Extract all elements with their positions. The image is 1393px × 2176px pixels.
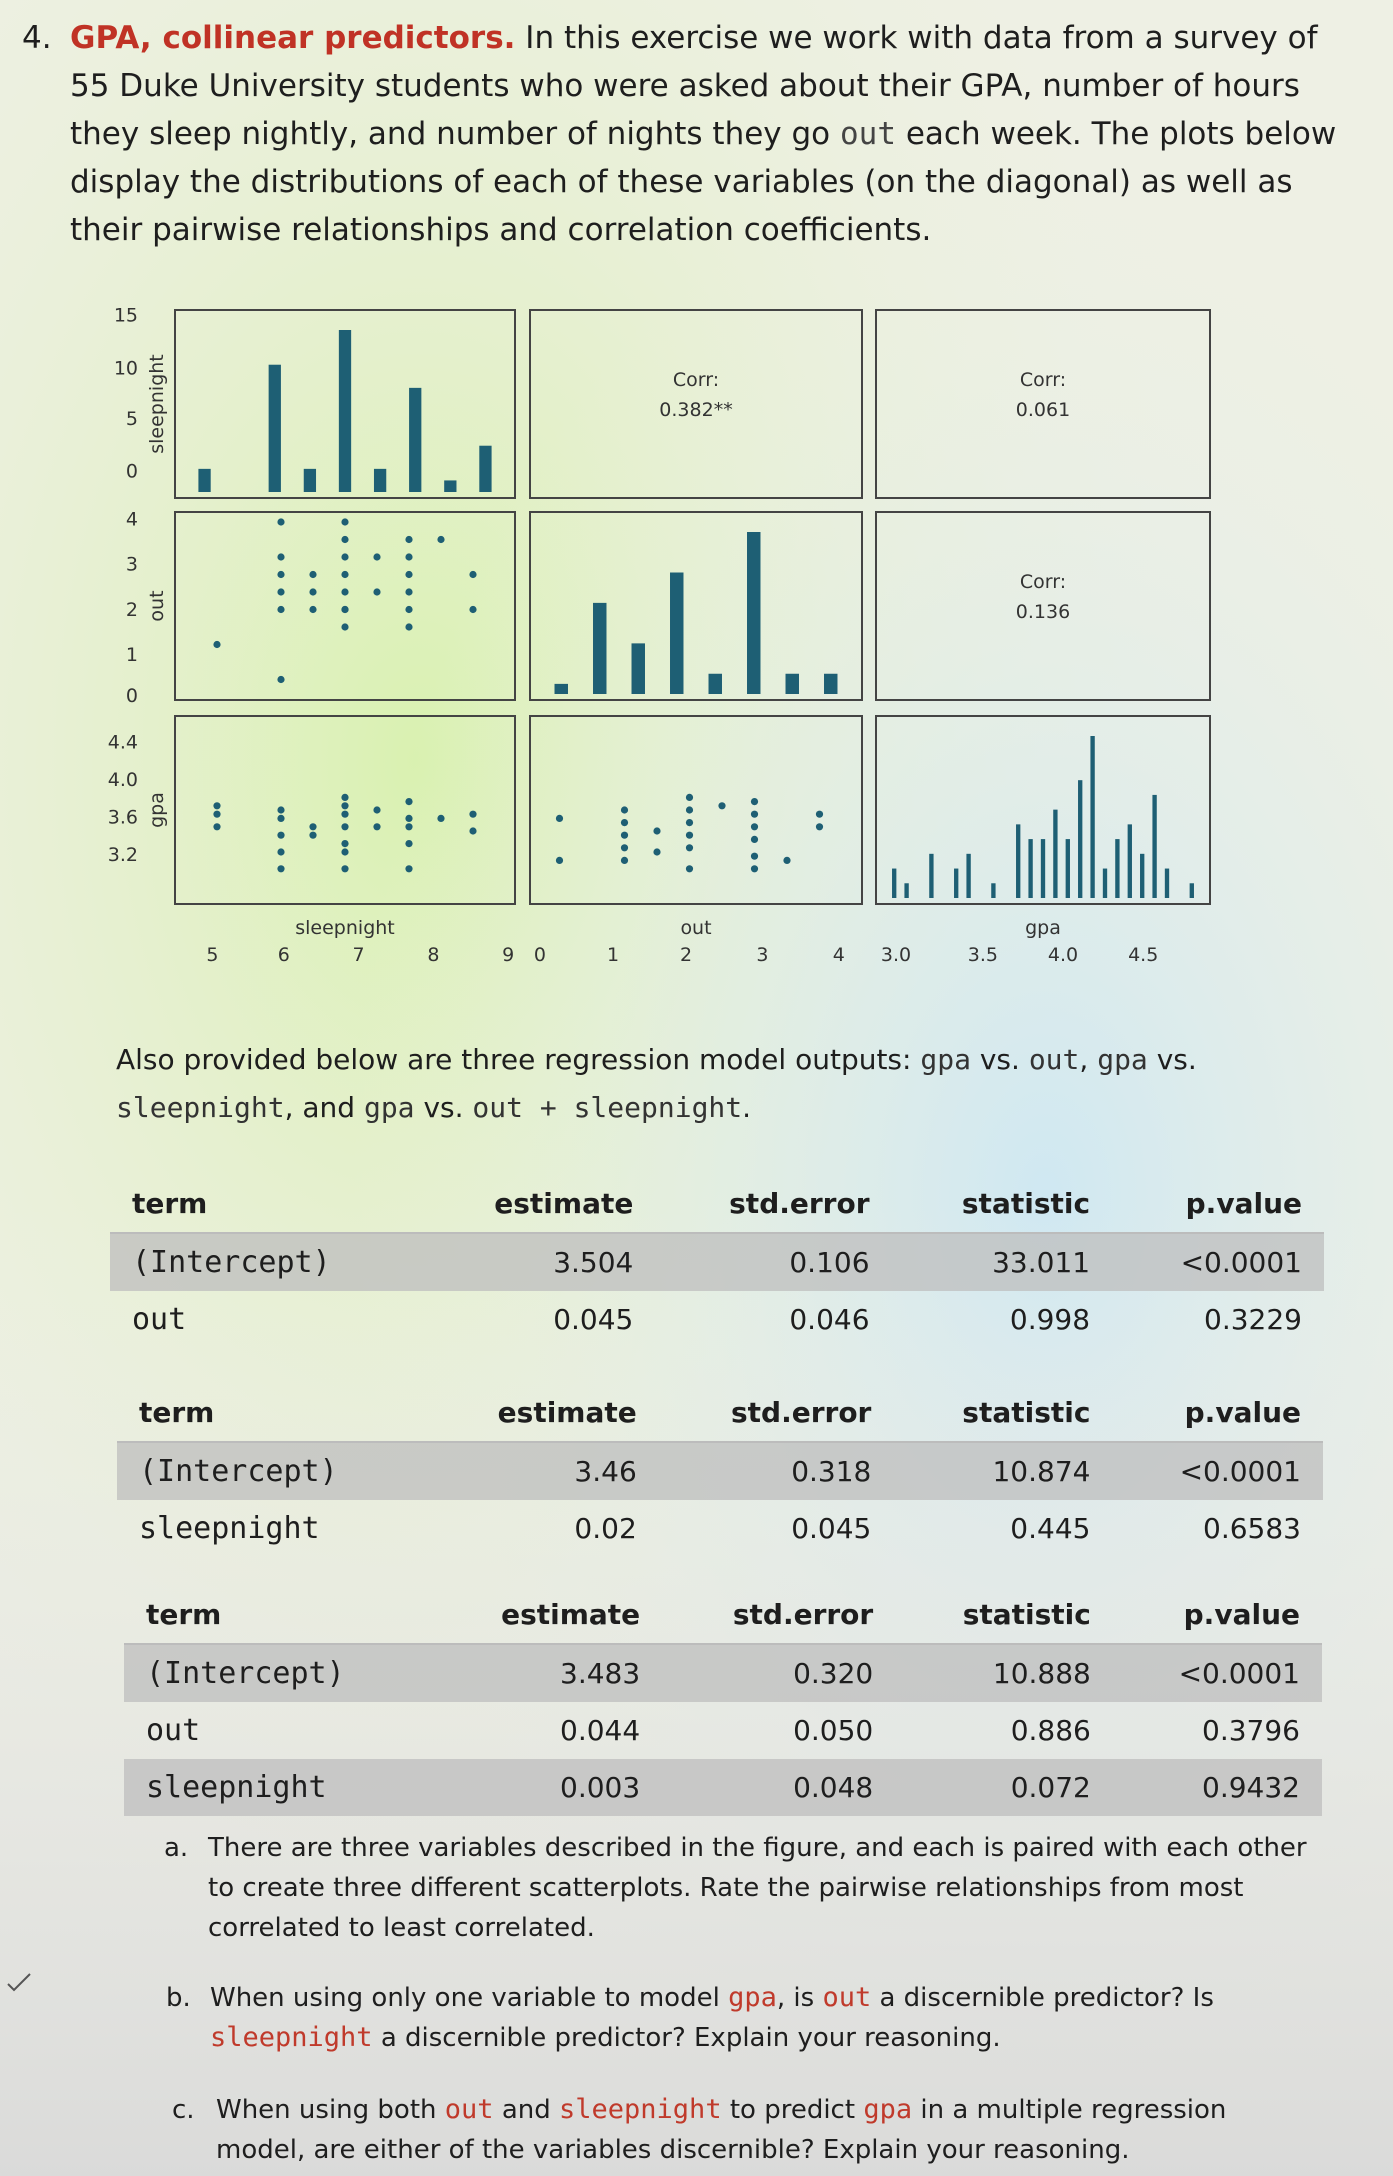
end-period: .	[742, 1091, 752, 1124]
question-b	[166, 1978, 1316, 2058]
scatter-point-gpa-vs-out	[653, 848, 660, 855]
question-c-code-gpa: gpa	[863, 2094, 913, 2125]
scatter-point-out-vs-sleepnight	[341, 623, 348, 630]
histogram-bar-out	[593, 603, 606, 694]
regression-intro-text: Also provided below are three regression model outputs:	[116, 1043, 912, 1076]
x-tick-gpa: 4.5	[1128, 944, 1159, 966]
x-tick-out: 4	[832, 944, 845, 966]
histogram-bar-sleepnight	[339, 330, 351, 492]
scatter-point-out-vs-sleepnight	[277, 518, 284, 525]
corr-label: Corr:	[1019, 369, 1067, 391]
col-label-sleepnight: sleepnight	[295, 917, 395, 939]
scatter-point-gpa-vs-sleepnight	[341, 865, 348, 872]
problem-title: GPA, collinear predictors.	[70, 20, 516, 56]
scatter-point-out-vs-sleepnight	[277, 553, 284, 560]
scatter-point-gpa-vs-sleepnight	[373, 806, 380, 813]
scatter-point-out-vs-sleepnight	[309, 571, 316, 578]
histogram-bar-sleepnight	[198, 469, 210, 492]
cell-term: (Intercept)	[124, 1644, 431, 1702]
histogram-bar-gpa	[1090, 736, 1094, 898]
question-a-text: There are three variables described in the figure, and each is paired with each other to create three different scatterplots. Rate the pairwise relationships from most correlated to least correlated.	[208, 1833, 1307, 1943]
cell-statistic: 0.445	[1010, 1512, 1091, 1545]
scatter-point-gpa-vs-sleepnight	[405, 840, 412, 847]
table-header-row	[110, 1174, 1324, 1233]
problem-text-2: each week. The plots below display the distributions of each of these variables (on the diagonal) as well as their pairwise relationships and correlation coefficients.	[70, 116, 1337, 248]
question-c-text-1: When using both	[216, 2095, 437, 2125]
cell-p-value: 0.3229	[1204, 1303, 1302, 1336]
cell-estimate: 0.045	[553, 1303, 634, 1336]
histogram-bar-gpa	[1152, 795, 1156, 898]
histogram-bar-out	[824, 674, 837, 694]
histogram-bar-gpa	[1103, 869, 1107, 898]
scatter-point-gpa-vs-out	[686, 819, 693, 826]
col-std-error: std.error	[729, 1186, 870, 1220]
cell-std-error: 0.106	[655, 1233, 891, 1291]
x-tick-sleepnight: 8	[427, 944, 440, 966]
vs-3: vs.	[423, 1091, 464, 1124]
scatter-point-gpa-vs-sleepnight	[341, 848, 348, 855]
histogram-bar-gpa	[929, 854, 933, 898]
scatter-point-gpa-vs-sleepnight	[469, 827, 476, 834]
scatter-point-gpa-vs-sleepnight	[277, 815, 284, 822]
problem-statement	[22, 14, 1362, 254]
cell-statistic: 0.886	[1010, 1714, 1091, 1747]
scatter-point-out-vs-sleepnight	[277, 588, 284, 595]
scatter-point-gpa-vs-sleepnight	[341, 811, 348, 818]
scatter-point-out-vs-sleepnight	[373, 588, 380, 595]
cell-std-error: 0.045	[791, 1512, 872, 1545]
cell-p-value: 0.9432	[1113, 1759, 1322, 1816]
regression-table-out	[110, 1174, 1324, 1348]
regression-intro	[116, 1036, 1296, 1132]
question-c-label: c.	[172, 2095, 195, 2125]
scatter-point-gpa-vs-sleepnight	[277, 832, 284, 839]
scatter-point-out-vs-sleepnight	[405, 553, 412, 560]
question-b-code-out: out	[822, 1982, 872, 2013]
scatter-point-gpa-vs-out	[556, 857, 563, 864]
cell-p-value: <0.0001	[1113, 1644, 1322, 1702]
cell-term: (Intercept)	[110, 1233, 421, 1291]
scatter-point-gpa-vs-out	[556, 815, 563, 822]
histogram-bar-out	[632, 643, 645, 694]
x-tick-sleepnight: 5	[206, 944, 219, 966]
question-c-text-4: in a multiple regression model, are either of the variables discernible? Explain your reasoning.	[216, 2095, 1227, 2165]
col-estimate: estimate	[494, 1186, 634, 1220]
y-tick-out: 2	[125, 598, 138, 621]
x-tick-gpa: 4.0	[1047, 944, 1079, 966]
scatter-point-gpa-vs-out	[621, 832, 628, 839]
scatter-point-gpa-vs-out	[751, 798, 758, 805]
histogram-bar-gpa	[1190, 883, 1194, 898]
cell-statistic: 33.011	[892, 1233, 1113, 1291]
scatter-point-gpa-vs-out	[751, 865, 758, 872]
scatter-point-out-vs-sleepnight	[341, 553, 348, 560]
cell-term: out	[146, 1713, 201, 1748]
scatter-point-gpa-vs-sleepnight	[405, 865, 412, 872]
col-term: term	[132, 1186, 208, 1220]
scatter-point-out-vs-sleepnight	[469, 606, 476, 613]
cell-statistic: 10.874	[893, 1442, 1112, 1500]
col-std-error: std.error	[732, 1597, 874, 1631]
question-b-text-1: When using only one variable to model	[210, 1983, 720, 2013]
scatter-point-gpa-vs-out	[686, 832, 693, 839]
y-tick-gpa: 4.4	[107, 731, 138, 754]
table-row	[124, 1644, 1322, 1702]
scatter-point-gpa-vs-out	[783, 857, 790, 864]
scatter-point-out-vs-sleepnight	[213, 641, 220, 648]
row-label-gpa: gpa	[146, 792, 168, 828]
cell-statistic: 0.072	[895, 1759, 1113, 1816]
row-label-out: out	[146, 590, 168, 622]
panel-frame-2-1	[530, 716, 862, 904]
x-tick-sleepnight: 6	[277, 944, 290, 966]
histogram-bar-gpa	[1115, 839, 1119, 898]
scatter-point-out-vs-sleepnight	[405, 536, 412, 543]
y-tick-sleepnight: 5	[125, 408, 138, 431]
histogram-bar-gpa	[1016, 824, 1020, 898]
scatter-point-out-vs-sleepnight	[341, 588, 348, 595]
histogram-bar-gpa	[1053, 810, 1057, 898]
cell-std-error: 0.046	[789, 1303, 870, 1336]
x-tick-sleepnight: 9	[502, 944, 515, 966]
cell-estimate: 0.044	[560, 1714, 641, 1747]
scatter-point-gpa-vs-out	[816, 811, 823, 818]
scatter-point-gpa-vs-sleepnight	[277, 848, 284, 855]
col-statistic: statistic	[962, 1597, 1091, 1631]
panel-frame-1-1	[530, 512, 862, 700]
cell-std-error: 0.048	[662, 1759, 895, 1816]
scatter-point-gpa-vs-sleepnight	[437, 815, 444, 822]
question-c-code-sleepnight: sleepnight	[559, 2094, 722, 2125]
cell-p-value: 0.3796	[1202, 1714, 1300, 1747]
col-std-error: std.error	[730, 1395, 872, 1429]
table-header-row	[124, 1585, 1322, 1644]
y-tick-sleepnight: 0	[125, 460, 138, 483]
histogram-bar-out	[786, 674, 799, 694]
pairs-plot	[0, 290, 1393, 980]
histogram-bar-gpa	[892, 869, 896, 898]
y-tick-out: 3	[125, 553, 138, 576]
col-p-value: p.value	[1183, 1597, 1300, 1631]
x-tick-gpa: 3.0	[880, 944, 912, 966]
histogram-bar-sleepnight	[304, 469, 316, 492]
scatter-point-gpa-vs-sleepnight	[405, 815, 412, 822]
cell-estimate: 0.02	[574, 1512, 637, 1545]
vs-2: vs.	[1156, 1043, 1197, 1076]
scatter-point-gpa-vs-sleepnight	[213, 802, 220, 809]
y-tick-gpa: 4.0	[107, 768, 138, 791]
vs-1: vs.	[979, 1043, 1020, 1076]
table-row	[117, 1500, 1323, 1557]
sep-2: , and	[284, 1091, 356, 1124]
cell-statistic: 10.888	[895, 1644, 1113, 1702]
code-gpa-3: gpa	[363, 1091, 415, 1124]
histogram-bar-gpa	[904, 883, 908, 898]
corr-label: Corr:	[672, 369, 720, 391]
cell-term: sleepnight	[124, 1759, 431, 1816]
scatter-point-gpa-vs-sleepnight	[341, 840, 348, 847]
x-tick-sleepnight: 7	[352, 944, 365, 966]
table-row	[110, 1291, 1324, 1348]
scatter-point-out-vs-sleepnight	[309, 588, 316, 595]
histogram-bar-gpa	[1028, 839, 1032, 898]
histogram-bar-out	[747, 532, 760, 694]
scatter-point-out-vs-sleepnight	[277, 676, 284, 683]
scatter-point-gpa-vs-out	[686, 865, 693, 872]
question-b-code-gpa: gpa	[728, 1982, 777, 2013]
table-row	[124, 1759, 1322, 1816]
scatter-point-gpa-vs-sleepnight	[341, 802, 348, 809]
histogram-bar-out	[555, 684, 568, 694]
histogram-bar-gpa	[1066, 839, 1070, 898]
col-estimate: estimate	[501, 1597, 641, 1631]
scatter-point-gpa-vs-sleepnight	[469, 811, 476, 818]
question-c-text-3: to predict	[729, 2095, 856, 2125]
question-b-text-3: a discernible predictor? Is	[879, 1983, 1214, 2013]
row-label-sleepnight: sleepnight	[146, 354, 168, 454]
cell-std-error: 0.320	[662, 1644, 895, 1702]
scatter-point-gpa-vs-out	[718, 802, 725, 809]
code-out-1: out	[1028, 1043, 1080, 1076]
cell-estimate: 3.46	[426, 1442, 659, 1500]
scatter-point-gpa-vs-sleepnight	[405, 798, 412, 805]
cell-term: out	[132, 1302, 187, 1337]
histogram-bar-gpa	[991, 883, 995, 898]
scatter-point-gpa-vs-out	[621, 819, 628, 826]
scatter-point-gpa-vs-sleepnight	[341, 823, 348, 830]
col-term: term	[139, 1395, 215, 1429]
scatter-point-out-vs-sleepnight	[405, 606, 412, 613]
code-gpa-1: gpa	[920, 1043, 971, 1076]
regression-table-out-sleepnight	[124, 1585, 1322, 1816]
question-b-label: b.	[166, 1983, 191, 2013]
scatter-point-gpa-vs-out	[816, 823, 823, 830]
question-c-text-2: and	[501, 2095, 551, 2125]
col-label-gpa: gpa	[1025, 917, 1061, 939]
scatter-point-out-vs-sleepnight	[309, 606, 316, 613]
y-tick-gpa: 3.2	[107, 844, 138, 867]
cell-estimate: 0.003	[431, 1759, 662, 1816]
scatter-point-out-vs-sleepnight	[437, 536, 444, 543]
scatter-point-gpa-vs-sleepnight	[277, 806, 284, 813]
scatter-point-out-vs-sleepnight	[405, 588, 412, 595]
scatter-point-gpa-vs-sleepnight	[309, 823, 316, 830]
scatter-point-gpa-vs-out	[751, 836, 758, 843]
histogram-bar-gpa	[1041, 839, 1045, 898]
code-gpa-2: gpa	[1097, 1043, 1148, 1076]
cell-p-value: 0.6583	[1203, 1512, 1301, 1545]
histogram-bar-out	[670, 573, 683, 695]
y-tick-out: 4	[125, 508, 138, 531]
histogram-bar-out	[709, 674, 722, 694]
histogram-bar-sleepnight	[444, 480, 456, 492]
scatter-point-gpa-vs-sleepnight	[213, 823, 220, 830]
y-tick-sleepnight: 10	[113, 357, 138, 380]
histogram-bar-gpa	[954, 869, 958, 898]
col-statistic: statistic	[962, 1395, 1091, 1429]
cell-term: (Intercept)	[117, 1442, 426, 1500]
cell-p-value: <0.0001	[1112, 1442, 1323, 1500]
scatter-point-out-vs-sleepnight	[341, 536, 348, 543]
histogram-bar-sleepnight	[409, 388, 421, 492]
cell-std-error: 0.318	[659, 1442, 894, 1500]
scatter-point-gpa-vs-out	[621, 806, 628, 813]
question-b-text-4: a discernible predictor? Explain your reasoning.	[380, 2023, 1001, 2053]
scatter-point-gpa-vs-sleepnight	[277, 865, 284, 872]
col-term: term	[146, 1597, 222, 1631]
question-b-text-2: , is	[776, 1983, 815, 2013]
problem-number: 4.	[22, 20, 52, 56]
col-p-value: p.value	[1185, 1186, 1302, 1220]
scatter-point-gpa-vs-sleepnight	[309, 832, 316, 839]
scatter-point-gpa-vs-sleepnight	[373, 823, 380, 830]
cell-statistic: 0.998	[1009, 1303, 1091, 1336]
scatter-point-out-vs-sleepnight	[277, 571, 284, 578]
col-statistic: statistic	[961, 1186, 1091, 1220]
scatter-point-out-vs-sleepnight	[341, 606, 348, 613]
corr-label: Corr:	[1019, 571, 1067, 593]
cell-term: sleepnight	[139, 1511, 320, 1546]
corr-value-out-gpa: 0.136	[1015, 601, 1071, 623]
panel-frame-2-0	[175, 716, 515, 904]
question-c-code-out: out	[444, 2094, 494, 2125]
scatter-point-gpa-vs-sleepnight	[405, 823, 412, 830]
x-tick-out: 0	[533, 944, 547, 966]
corr-value-sleepnight-gpa: 0.061	[1015, 399, 1071, 421]
scatter-point-out-vs-sleepnight	[469, 571, 476, 578]
scatter-point-out-vs-sleepnight	[405, 623, 412, 630]
code-sleepnight-1: sleepnight	[116, 1091, 285, 1124]
histogram-bar-gpa	[1078, 780, 1082, 898]
scatter-point-gpa-vs-out	[751, 823, 758, 830]
scatter-point-out-vs-sleepnight	[373, 553, 380, 560]
histogram-bar-gpa	[966, 854, 970, 898]
scatter-point-gpa-vs-out	[653, 827, 660, 834]
scatter-point-out-vs-sleepnight	[405, 571, 412, 578]
checkmark-icon	[4, 1968, 34, 1998]
question-a-label: a.	[164, 1833, 189, 1863]
scatter-point-gpa-vs-out	[686, 794, 693, 801]
scatter-point-gpa-vs-out	[751, 811, 758, 818]
regression-table-sleepnight	[117, 1383, 1323, 1557]
scatter-point-gpa-vs-out	[686, 806, 693, 813]
scatter-point-gpa-vs-sleepnight	[341, 794, 348, 801]
x-tick-out: 3	[756, 944, 769, 966]
scatter-point-out-vs-sleepnight	[341, 518, 348, 525]
cell-estimate: 3.483	[431, 1644, 662, 1702]
table-header-row	[117, 1383, 1323, 1442]
y-tick-sleepnight: 15	[113, 304, 138, 327]
x-tick-out: 1	[606, 944, 620, 966]
col-label-out: out	[680, 917, 712, 939]
histogram-bar-gpa	[1128, 824, 1132, 898]
histogram-bar-gpa	[1140, 854, 1144, 898]
scatter-point-gpa-vs-out	[621, 857, 628, 864]
y-tick-out: 0	[125, 685, 138, 708]
cell-std-error: 0.050	[793, 1714, 874, 1747]
histogram-bar-sleepnight	[479, 446, 491, 492]
scatter-point-gpa-vs-out	[621, 844, 628, 851]
question-c	[172, 2090, 1322, 2170]
scatter-point-gpa-vs-out	[686, 844, 693, 851]
cell-p-value: <0.0001	[1112, 1233, 1324, 1291]
scatter-point-out-vs-sleepnight	[277, 606, 284, 613]
sep-1: ,	[1079, 1043, 1089, 1076]
histogram-bar-sleepnight	[269, 365, 281, 492]
scatter-point-gpa-vs-sleepnight	[213, 811, 220, 818]
y-tick-gpa: 3.6	[107, 806, 138, 829]
scatter-point-gpa-vs-out	[751, 853, 758, 860]
col-estimate: estimate	[497, 1395, 637, 1429]
x-tick-out: 2	[679, 944, 693, 966]
y-tick-out: 1	[125, 643, 138, 666]
histogram-bar-gpa	[1165, 869, 1169, 898]
histogram-bar-sleepnight	[374, 469, 386, 492]
problem-text-1: In this exercise we work with data from a survey of 55 Duke University students who were asked about their GPA, number of hours they sleep nightly, and number of nights they go	[70, 20, 1318, 152]
table-row	[124, 1702, 1322, 1759]
question-a	[164, 1828, 1314, 1948]
x-tick-gpa: 3.5	[967, 944, 998, 966]
corr-value-sleepnight-out: 0.382**	[659, 399, 733, 421]
cell-estimate: 3.504	[421, 1233, 656, 1291]
problem-code-out: out	[840, 116, 896, 152]
scatter-point-out-vs-sleepnight	[341, 571, 348, 578]
code-out-sleepnight: out + sleepnight	[472, 1091, 743, 1124]
table-row	[117, 1442, 1323, 1500]
col-p-value: p.value	[1184, 1395, 1301, 1429]
table-row	[110, 1233, 1324, 1291]
question-b-code-sleepnight: sleepnight	[210, 2022, 373, 2053]
